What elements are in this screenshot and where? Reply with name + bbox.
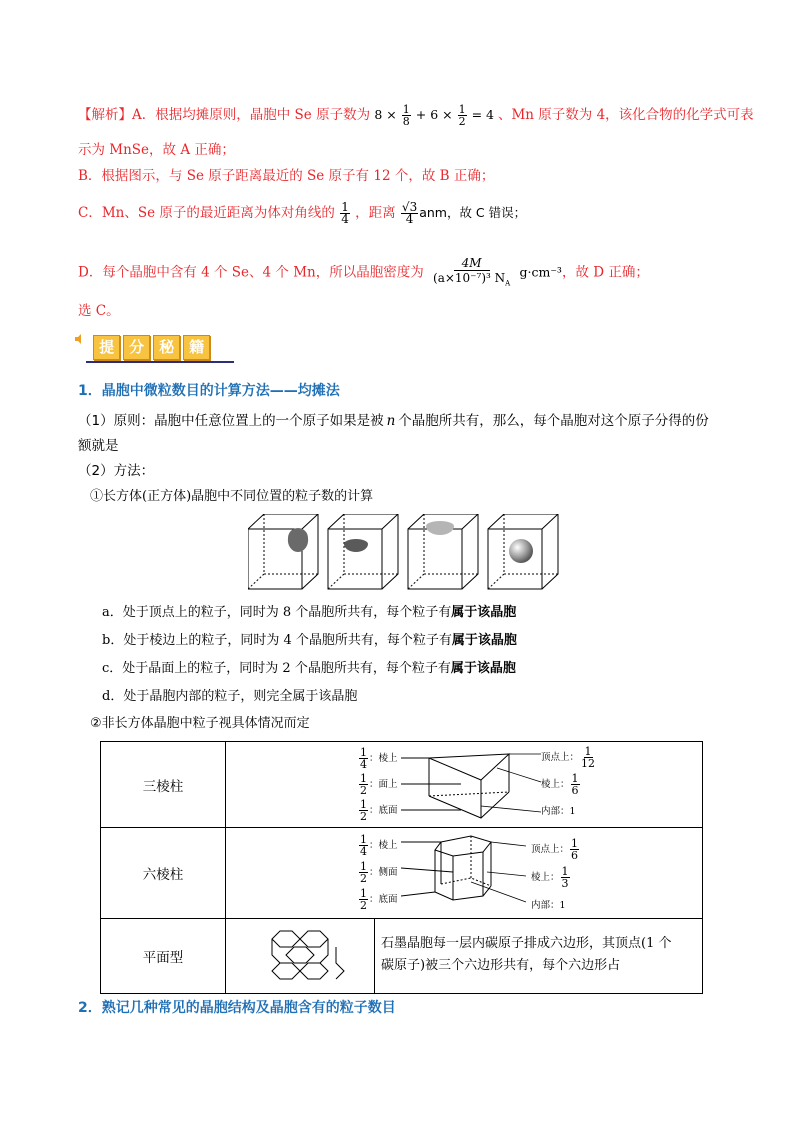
analysis-d: D．每个晶胞中含有 4 个 Se、4 个 Mn，所以晶胞密度为 $\frac{4M}{(a\times 10^{-7})^3 N_A}$ g·cm⁻³，故 D 正确；: [78, 256, 649, 290]
cube-interior: [488, 514, 558, 589]
graphite-hexagon-grid-icon: [264, 927, 364, 987]
tips-banner: [76, 335, 213, 360]
cube-face: [408, 514, 478, 589]
tri-left-labels: $\frac{1}{4}$ ：棱上 $\frac{1}{2}$ ：面上 $\frac{1}{2}$ ：底面: [360, 746, 398, 823]
method-sub2: ②非长方体晶胞中粒子视具体情况而定: [90, 716, 310, 731]
banner-char-4: 籍: [183, 335, 210, 360]
item-c: c．处于晶面上的粒子，同时为 2 个晶胞所共有，每个粒子有属于该晶胞: [102, 661, 516, 676]
analysis-conclusion: 选 C。: [78, 303, 120, 319]
banner-char-1: 提: [93, 335, 120, 360]
planar-description: 石墨晶胞每一层内碳原子排成六边形，其顶点(1 个 碳原子)被三个六边形共有，每个六边形占: [374, 919, 694, 993]
principle-line1: （1）原则：晶胞中任意位置上的一个原子如果是被 n 个晶胞所共有，那么，每个晶胞对这个原子分得的份: [78, 413, 709, 429]
banner-underline: [86, 361, 234, 363]
row-label-triangular-prism: 三棱柱: [101, 742, 226, 828]
speaker-icon: [74, 329, 84, 339]
hex-left-labels: $\frac{1}{4}$ ：棱上 $\frac{1}{2}$ ：侧面 $\frac{1}{2}$ ：底面: [360, 833, 398, 912]
banner-char-2: 分: [123, 335, 150, 360]
item-d: d．处于晶胞内部的粒子，则完全属于该晶胞: [102, 689, 358, 704]
hexagonal-prism-icon: [401, 832, 551, 916]
method-label: （2）方法：: [78, 463, 155, 479]
non-cuboid-table: [100, 741, 703, 994]
row-label-hexagonal-prism: 六棱柱: [101, 828, 226, 919]
triangular-prism-icon: [401, 746, 551, 826]
method-sub1: ①长方体(正方体)晶胞中不同位置的粒子数的计算: [90, 489, 374, 504]
planar-cell: [226, 919, 703, 994]
cube-vertex: [248, 514, 318, 589]
analysis-c: C．Mn、Se 原子的最近距离为体对角线的 $\frac{1}{4}$ ，距离 $\frac{√3}{4}$ anm，故 C 错误；: [78, 200, 527, 226]
se-count-formula: 8 × $\frac{1}{8}$ + 6 × $\frac{1}{2}$ = 4: [374, 103, 494, 128]
row-label-planar: 平面型: [101, 919, 226, 994]
principle-line2: 额就是: [78, 438, 119, 454]
analysis-a-line2: 示为 MnSe，故 A 正确；: [78, 142, 235, 158]
analysis-b: B．根据图示，与 Se 原子距离最近的 Se 原子有 12 个，故 B 正确；: [78, 168, 495, 184]
triangular-prism-diagram: [226, 742, 703, 828]
section1-title: 1．晶胞中微粒数目的计算方法——均摊法: [78, 383, 340, 399]
banner-char-3: 秘: [153, 335, 180, 360]
cube-edge: [328, 514, 398, 589]
density-fraction: $\frac{4M}{(a\times 10^{-7})^3 N_A}$: [433, 256, 511, 288]
section2-title: 2．熟记几种常见的晶胞结构及晶胞含有的粒子数目: [78, 1000, 396, 1016]
hexagonal-prism-diagram: [226, 828, 703, 919]
item-b: b．处于棱边上的粒子，同时为 4 个晶胞所共有，每个粒子有属于该晶胞: [102, 633, 517, 648]
analysis-tag: 【解析】: [78, 107, 132, 123]
item-a: a．处于顶点上的粒子，同时为 8 个晶胞所共有，每个粒子有属于该晶胞: [102, 605, 517, 620]
analysis-a-line1: 【解析】A．根据均摊原则，晶胞中 Se 原子数为 8 × $\frac{1}{8}$ + 6 × $\frac{1}{2}$ = 4 、Mn 原子数为 4，该化合物的化学式可表: [78, 103, 754, 128]
cube-position-figures: [248, 514, 568, 594]
tri-right-labels: 顶点上： $\frac{1}{12}$ 棱上： $\frac{1}{6}$ 内部：1: [541, 745, 596, 817]
hex-right-labels: 顶点上： $\frac{1}{6}$ 棱上： $\frac{1}{3}$ 内部：1: [531, 837, 579, 911]
